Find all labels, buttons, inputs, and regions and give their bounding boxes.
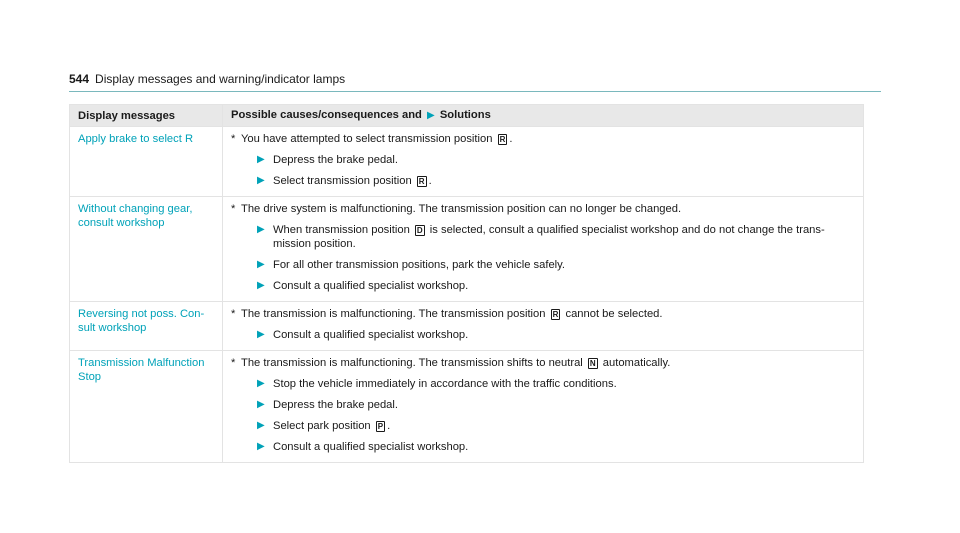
transmission-position-key: P: [377, 422, 384, 431]
solution-step-text: [273, 153, 398, 167]
action-arrow-icon: ▶: [257, 259, 265, 270]
text-segment: Consult a qualified specialist workshop.: [273, 280, 469, 292]
solution-step-text: [273, 174, 432, 188]
transmission-position-key: R: [418, 177, 425, 186]
text-segment: You have attempted to select transmission position: [241, 133, 496, 145]
action-arrow-icon: ▶: [257, 329, 265, 340]
cause-text: [241, 307, 663, 321]
action-arrow-icon: ▶: [257, 441, 265, 452]
bullet-star: *: [231, 357, 236, 369]
action-arrow-icon: ▶: [257, 175, 265, 186]
solution-step-text: [273, 328, 468, 342]
cause: [231, 132, 855, 146]
solution-step-text: [273, 419, 390, 433]
text-segment: Depress the brake pedal.: [273, 399, 399, 411]
text-segment: When transmission position: [273, 224, 413, 236]
text-segment: Depress the brake pedal.: [273, 154, 399, 166]
display-message: Without changing gear, consult workshop: [70, 197, 223, 302]
text-segment: .: [387, 420, 391, 432]
text-segment: .: [428, 175, 432, 187]
action-arrow-icon: ▶: [257, 224, 265, 235]
transmission-position-key: N: [589, 359, 596, 368]
text-segment: The transmission is malfunctioning. The transmission shifts to neutral: [241, 357, 586, 369]
display-message: Transmission Malfunction Stop: [70, 351, 223, 463]
column-header-display-messages: Display messages: [70, 105, 223, 127]
cause: [231, 202, 855, 216]
action-arrow-icon: ▶: [257, 378, 265, 389]
text-segment: cannot be selected.: [562, 308, 663, 320]
display-message: Reversing not poss. Consult workshop: [70, 302, 223, 351]
action-arrow-icon: ▶: [257, 280, 265, 291]
text-segment: For all other transmission positions, park the vehicle safely.: [273, 259, 566, 271]
display-message: Apply brake to select R: [70, 127, 223, 197]
text-segment: automatically.: [599, 357, 671, 369]
text-segment: is selected, consult a qualified specialist workshop and do not change the transmission position.: [273, 224, 825, 250]
text-segment: .: [509, 133, 513, 145]
cause-and-solutions: [223, 197, 864, 302]
table-row: [70, 197, 864, 302]
cause: [231, 307, 855, 321]
solution-step-text: [273, 440, 468, 454]
solution-step: [231, 328, 855, 342]
action-arrow-icon: ▶: [257, 154, 265, 165]
table-row: [70, 302, 864, 351]
bullet-star: *: [231, 133, 236, 145]
page-number: 544: [69, 72, 90, 86]
text-segment: Consult a qualified specialist workshop.: [273, 441, 469, 453]
solution-step-text: [273, 377, 617, 391]
cause: [231, 356, 855, 370]
column-header-causes-solutions: Possible causes/consequences and ▶ Solutions: [223, 105, 864, 127]
solution-step: [231, 377, 855, 391]
cause-text: [241, 356, 670, 370]
text-segment: Consult a qualified specialist workshop.: [273, 329, 469, 341]
solution-step: [231, 223, 855, 251]
cause-and-solutions: [223, 302, 864, 351]
transmission-position-key: R: [499, 135, 506, 144]
solution-step-text: [273, 223, 855, 251]
solution-step: [231, 258, 855, 272]
solution-step: [231, 398, 855, 412]
action-arrow-icon: ▶: [257, 399, 265, 410]
table-header-row: [70, 105, 864, 127]
cause-and-solutions: [223, 351, 864, 463]
text-segment: The transmission is malfunctioning. The transmission position: [241, 308, 549, 320]
solution-step: [231, 279, 855, 293]
page-title: Display messages and warning/indicator lamps: [95, 72, 346, 86]
transmission-position-key: D: [416, 226, 423, 235]
action-arrow-icon: ▶: [427, 110, 435, 121]
table-row: [70, 127, 864, 197]
bullet-star: *: [231, 203, 236, 215]
transmission-position-key: R: [552, 310, 559, 319]
display-messages-table: [69, 104, 864, 463]
solution-step-text: [273, 398, 398, 412]
solution-step: [231, 153, 855, 167]
page-header: [69, 71, 881, 92]
cause-and-solutions: [223, 127, 864, 197]
text-segment: Select park position: [273, 420, 374, 432]
solution-step-text: [273, 258, 565, 272]
table-body: [70, 127, 864, 463]
solution-step: [231, 174, 855, 188]
solution-step-text: [273, 279, 468, 293]
solution-step: [231, 419, 855, 433]
cause-text: [241, 132, 512, 146]
bullet-star: *: [231, 308, 236, 320]
cause-text: [241, 202, 681, 216]
solution-step: [231, 440, 855, 454]
text-segment: Stop the vehicle immediately in accordance with the traffic conditions.: [273, 378, 617, 390]
table-row: [70, 351, 864, 463]
action-arrow-icon: ▶: [257, 420, 265, 431]
text-segment: Select transmission position: [273, 175, 415, 187]
text-segment: The drive system is malfunctioning. The transmission position can no longer be changed.: [241, 203, 682, 215]
